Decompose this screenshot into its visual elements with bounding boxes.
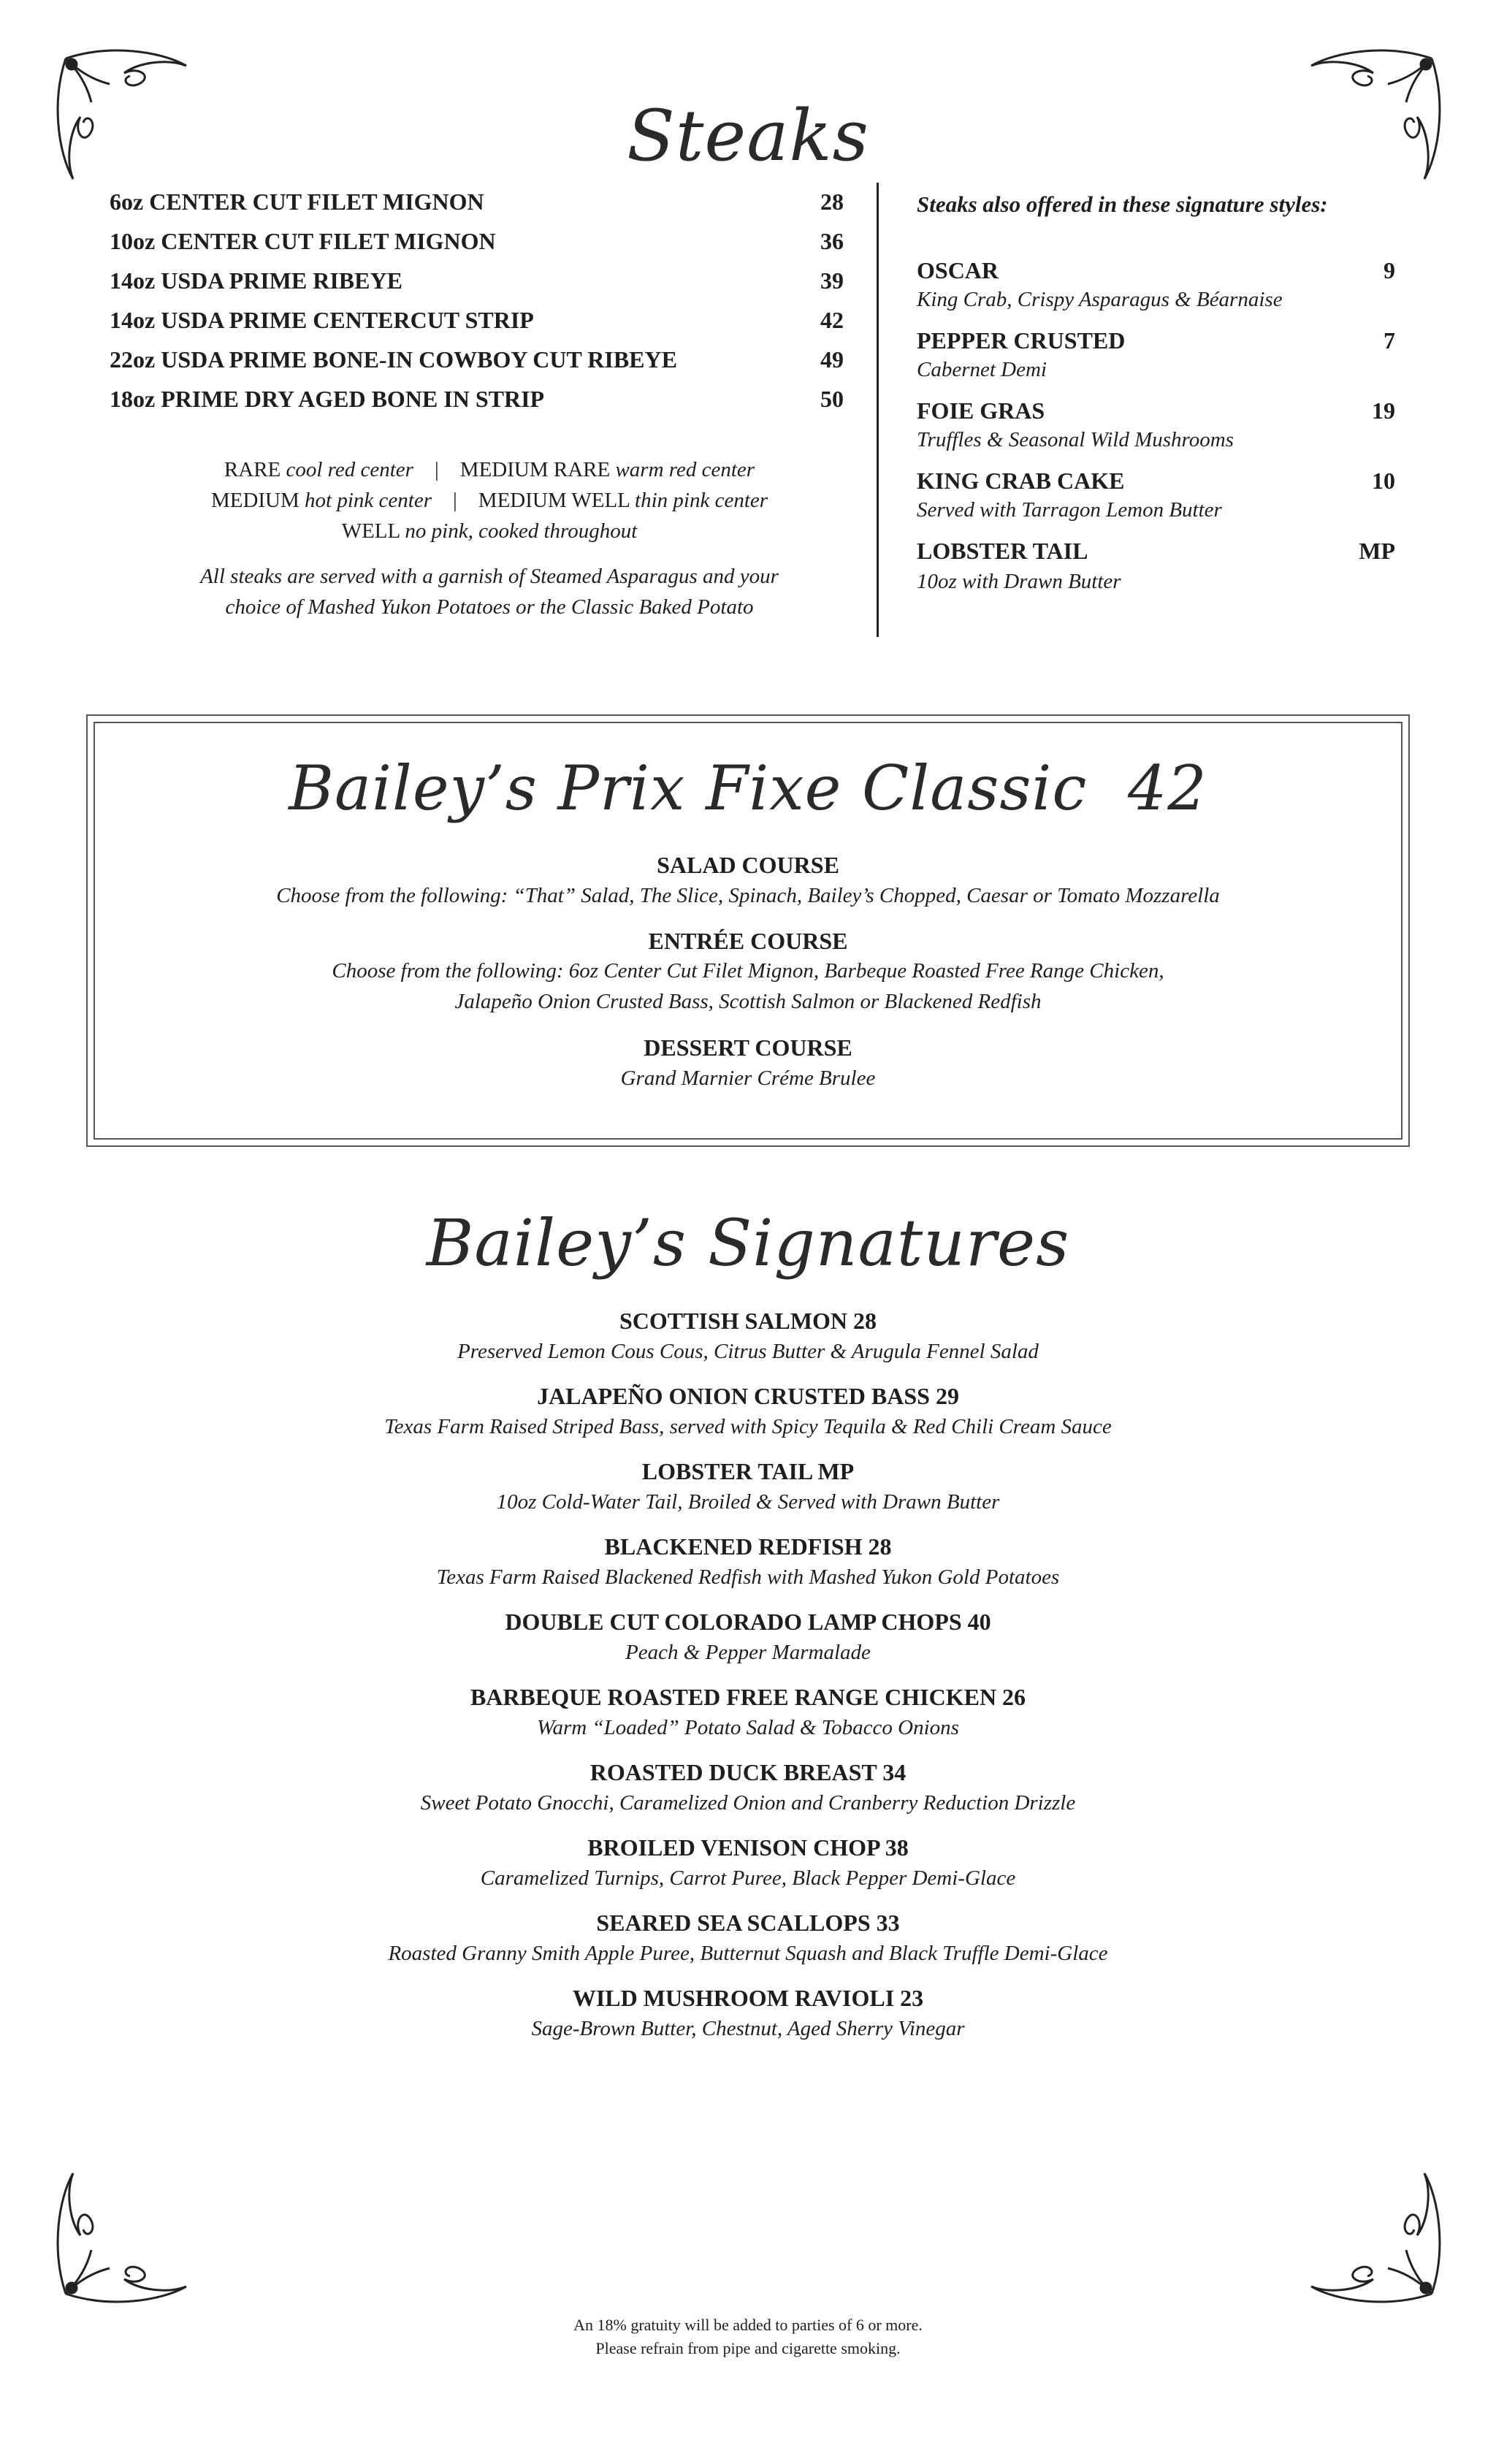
signature-dish xyxy=(0,1684,1496,1740)
temp-line-3 xyxy=(110,516,869,546)
style-price: 10 xyxy=(1372,468,1395,494)
temp-medium-rare: MEDIUM RARE xyxy=(459,458,611,481)
dish-desc: Peach & Pepper Marmalade xyxy=(625,1641,871,1664)
dish-name: BARBEQUE ROASTED FREE RANGE CHICKEN 26 xyxy=(470,1684,1026,1710)
flourish-icon xyxy=(1300,2162,1446,2308)
style-name: PEPPER CRUSTED xyxy=(917,327,1126,354)
temp-rare: RARE xyxy=(224,458,281,481)
dish-desc: 10oz Cold-Water Tail, Broiled & Served with Drawn Butter xyxy=(496,1490,1000,1514)
dish-name: JALAPEÑO ONION CRUSTED BASS 29 xyxy=(537,1383,959,1409)
steak-price: 42 xyxy=(820,307,844,333)
style-desc: King Crab, Crispy Asparagus & Béarnaise xyxy=(917,288,1283,311)
steak-name: 18oz PRIME DRY AGED BONE IN STRIP xyxy=(110,386,545,412)
dessert-course-text: Grand Marnier Créme Brulee xyxy=(620,1067,876,1090)
style-item xyxy=(917,538,1395,565)
signatures-title: Bailey’s Signatures xyxy=(426,1205,1070,1281)
flourish-icon xyxy=(51,2162,197,2308)
style-desc: Truffles & Seasonal Wild Mushrooms xyxy=(917,428,1234,451)
column-divider xyxy=(877,183,879,637)
steak-name: 10oz CENTER CUT FILET MIGNON xyxy=(110,228,496,254)
style-price: 9 xyxy=(1384,257,1395,283)
temp-medium-well-desc: thin pink center xyxy=(635,489,768,512)
separator: | xyxy=(452,489,457,512)
steak-name: 14oz USDA PRIME CENTERCUT STRIP xyxy=(110,307,534,333)
prix-fixe-title-text: Bailey’s Prix Fixe Classic xyxy=(289,752,1088,824)
signature-dish xyxy=(0,1458,1496,1514)
dish-name: WILD MUSHROOM RAVIOLI 23 xyxy=(572,1985,924,2011)
signature-dish xyxy=(0,1985,1496,2041)
style-name: OSCAR xyxy=(917,257,999,283)
footer-note xyxy=(0,2314,1496,2360)
dish-desc: Texas Farm Raised Blackened Redfish with Mashed Yukon Gold Potatoes xyxy=(436,1565,1060,1589)
steak-item xyxy=(110,386,844,415)
salad-course-text: Choose from the following: “That” Salad, The Slice, Spinach, Bailey’s Chopped, Caesar or Tomato Mozzarella xyxy=(276,884,1220,907)
dish-desc: Warm “Loaded” Potato Salad & Tobacco Onions xyxy=(537,1716,959,1739)
steak-price: 50 xyxy=(820,386,844,412)
dish-name: SCOTTISH SALMON 28 xyxy=(619,1308,877,1334)
styles-heading: Steaks also offered in these signature styles: xyxy=(917,191,1328,217)
dish-name: BLACKENED REDFISH 28 xyxy=(604,1533,892,1560)
steak-item xyxy=(110,346,844,375)
style-name: LOBSTER TAIL xyxy=(917,538,1088,564)
temp-medium-well: MEDIUM WELL xyxy=(478,489,630,512)
dish-name: ROASTED DUCK BREAST 34 xyxy=(589,1759,907,1785)
dish-desc: Texas Farm Raised Striped Bass, served with Spicy Tequila & Red Chili Cream Sauce xyxy=(384,1415,1112,1438)
temp-medium-rare-desc: warm red center xyxy=(615,458,755,481)
temp-line-2 xyxy=(110,485,869,516)
prix-fixe-price: 42 xyxy=(1127,752,1207,824)
temp-well-desc: no pink, cooked throughout xyxy=(405,519,638,543)
corner-ornament-bottom-right xyxy=(1300,2162,1446,2308)
style-item xyxy=(917,327,1395,354)
steak-price: 39 xyxy=(820,267,844,294)
dish-desc: Preserved Lemon Cous Cous, Citrus Butter & Arugula Fennel Salad xyxy=(457,1340,1039,1363)
steak-price: 49 xyxy=(820,346,844,373)
signature-dish xyxy=(0,1609,1496,1665)
signature-dish xyxy=(0,1308,1496,1364)
entree-course-line-1: Choose from the following: 6oz Center Cut Filet Mignon, Barbeque Roasted Free Range Chicken, xyxy=(332,959,1164,983)
signature-dish xyxy=(0,1834,1496,1891)
steak-item xyxy=(110,267,844,297)
signature-dish xyxy=(0,1383,1496,1439)
steak-name: 6oz CENTER CUT FILET MIGNON xyxy=(110,188,484,215)
style-item xyxy=(917,397,1395,424)
temp-line-1 xyxy=(110,454,869,485)
temp-rare-desc: cool red center xyxy=(286,458,413,481)
corner-ornament-bottom-left xyxy=(51,2162,197,2308)
footer-line-1: An 18% gratuity will be added to parties of 6 or more. xyxy=(573,2316,923,2334)
dish-desc: Caramelized Turnips, Carrot Puree, Black Pepper Demi-Glace xyxy=(480,1866,1016,1890)
style-name: KING CRAB CAKE xyxy=(917,468,1125,494)
steak-name: 22oz USDA PRIME BONE-IN COWBOY CUT RIBEYE xyxy=(110,346,677,373)
signature-dish xyxy=(0,1533,1496,1590)
temp-medium: MEDIUM xyxy=(210,489,299,512)
temp-well: WELL xyxy=(341,519,400,543)
dish-name: LOBSTER TAIL MP xyxy=(641,1458,855,1484)
garnish-line-2: choice of Mashed Yukon Potatoes or the Classic Baked Potato xyxy=(225,595,754,619)
style-price: MP xyxy=(1359,538,1395,564)
dessert-course-title: DESSERT COURSE xyxy=(644,1034,852,1061)
temperature-guide xyxy=(110,454,869,546)
separator: | xyxy=(434,458,439,481)
steaks-title: Steaks xyxy=(627,95,869,177)
dish-name: SEARED SEA SCALLOPS 33 xyxy=(596,1910,900,1936)
steak-item xyxy=(110,188,844,218)
style-desc: 10oz with Drawn Butter xyxy=(917,570,1121,593)
garnish-note xyxy=(110,561,869,622)
style-name: FOIE GRAS xyxy=(917,397,1045,424)
style-price: 7 xyxy=(1384,327,1395,354)
steak-item xyxy=(110,307,844,336)
entree-course-title: ENTRÉE COURSE xyxy=(648,928,848,954)
steak-item xyxy=(110,228,844,257)
signature-dish xyxy=(0,1910,1496,1966)
prix-fixe-title xyxy=(86,752,1410,824)
dish-desc: Sage-Brown Butter, Chestnut, Aged Sherry Vinegar xyxy=(531,2017,965,2040)
style-desc: Cabernet Demi xyxy=(917,358,1047,381)
style-item xyxy=(917,257,1395,284)
entree-course-line-2: Jalapeño Onion Crusted Bass, Scottish Salmon or Blackened Redfish xyxy=(454,990,1042,1013)
dish-name: BROILED VENISON CHOP 38 xyxy=(587,1834,909,1861)
style-item xyxy=(917,468,1395,495)
steak-price: 28 xyxy=(820,188,844,215)
garnish-line-1: All steaks are served with a garnish of Steamed Asparagus and your xyxy=(200,565,779,588)
steak-price: 36 xyxy=(820,228,844,254)
signature-dish xyxy=(0,1759,1496,1815)
salad-course-title: SALAD COURSE xyxy=(657,852,839,878)
dish-desc: Sweet Potato Gnocchi, Caramelized Onion and Cranberry Reduction Drizzle xyxy=(420,1791,1076,1815)
dish-desc: Roasted Granny Smith Apple Puree, Butternut Squash and Black Truffle Demi-Glace xyxy=(388,1942,1108,1965)
temp-medium-desc: hot pink center xyxy=(305,489,432,512)
footer-line-2: Please refrain from pipe and cigarette smoking. xyxy=(595,2339,901,2357)
style-price: 19 xyxy=(1372,397,1395,424)
dish-name: DOUBLE CUT COLORADO LAMP CHOPS 40 xyxy=(505,1609,991,1635)
style-desc: Served with Tarragon Lemon Butter xyxy=(917,498,1222,522)
steak-name: 14oz USDA PRIME RIBEYE xyxy=(110,267,402,294)
